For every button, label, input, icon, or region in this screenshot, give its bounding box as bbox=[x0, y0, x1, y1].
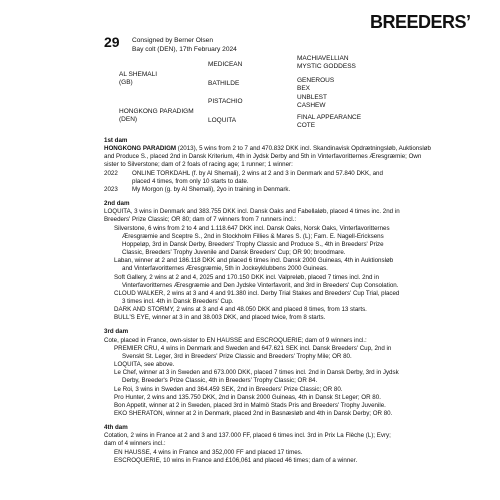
second-dam-line: Breeders' Prize Classic; OR 80; dam of 7 winners from 7 runners incl.: bbox=[104, 216, 297, 224]
produce-line: DARK AND STORMY, 2 wins at 3 and 4 and 48.050 DKK and placed 8 times, from 13 starts. bbox=[114, 306, 367, 314]
produce-text: ONLINE TORKDAHL (f. by Al Shemali), 2 wins at 2 and 3 in Denmark and 57.840 DKK, and bbox=[132, 169, 383, 177]
first-dam-paragraph bbox=[104, 145, 434, 169]
consignor: Consigned by Berner Olsen bbox=[132, 37, 214, 44]
produce-line: Bon Appetit, winner at 2 in Sweden, placed 3rd in Malmö Stads Pris and Breeders' Trophy Juvenile. bbox=[114, 401, 386, 409]
dam-dam-dam: COTE bbox=[297, 122, 316, 129]
produce-year: 2022 bbox=[104, 169, 118, 177]
produce-line: Le Roi, 3 wins in Sweden and 364.459 SEK, 2nd in Breeders' Prize Classic; OR 80. bbox=[114, 385, 343, 393]
produce-line: Silverstone, 6 wins from 2 to 4 and 1.118.647 DKK incl. Dansk Oaks, Norsk Oaks, Vinterfavoritternes bbox=[114, 224, 390, 232]
lot-number: 29 bbox=[104, 34, 120, 50]
sire-country: (GB) bbox=[119, 79, 133, 86]
produce-row-cont: placed 4 times, from only 10 starts to date. bbox=[132, 177, 249, 185]
sire-dam-sire: GENEROUS bbox=[297, 77, 335, 84]
horse-description: Bay colt (DEN), 17th February 2024 bbox=[132, 45, 237, 53]
dam-sire: PISTACHIO bbox=[208, 98, 243, 105]
produce-line: Laban, winner at 2 and 186.118 DKK and placed 6 times incl. Dansk 2000 Guineas, 4th in Auktionsløb bbox=[114, 257, 394, 265]
produce-line: CLOUD WALKER, 2 wins at 3 and 4 and 91.380 incl. Derby Trial Stakes and Breeders' Cup Trial, placed bbox=[114, 289, 400, 297]
produce-line: EN HAUSSE, 4 wins in France and 352,000 FF and placed 17 times. bbox=[114, 448, 303, 456]
first-dam-name: HONGKONG PARADIGM bbox=[104, 145, 177, 153]
dam-country: (DEN) bbox=[119, 116, 138, 123]
fourth-dam-line: dam of 4 winners incl.: bbox=[104, 440, 166, 448]
first-dam-text: (2013), 5 wins from 2 to 7 and 470.832 DKK incl. Skandinavisk Opdrætningsløb, Auktionsløb and Produce S., placed 2nd in Dansk Kriterium, 4th in Jydsk Derby and 5th in Vinterfavoritternes Æresgræmie; Own sister to Silverstone; dam of 2 foals of racing age; 1 runner; 1 winner: bbox=[104, 145, 431, 169]
produce-line: Æresgræmie and Sceptre S., 2nd in Stockholm Fillies & Mares S. (L); Fam. E. Nagell-Ericksens bbox=[122, 232, 384, 240]
dam-dam-sire: FINAL APPEARANCE bbox=[297, 114, 362, 121]
produce-line: Classic, Breeders' Trophy Juvenile and Dansk Breeders' Cup; OR 90; broodmare. bbox=[122, 249, 346, 257]
produce-line: BULL'S EYE, winner at 3 in and 38.003 DKK, and placed twice, from 8 starts. bbox=[114, 314, 326, 322]
sire-sire-sire: MACHIAVELLIAN bbox=[297, 55, 349, 62]
brand-logo: BREEDERS’ bbox=[370, 12, 471, 32]
section-heading-1st-dam: 1st dam bbox=[104, 137, 128, 144]
lot-header bbox=[132, 37, 237, 54]
second-dam-line: LOQUITA, 3 wins in Denmark and 383.755 DKK incl. Dansk Oaks and Fabellaløb, placed 4 times inc. 2nd in bbox=[104, 208, 400, 216]
sire-sire-dam: MYSTIC GODDESS bbox=[297, 63, 356, 70]
section-heading-2nd-dam: 2nd dam bbox=[104, 200, 130, 208]
sire-sire: MEDICEAN bbox=[208, 61, 243, 68]
produce-text: My Morgon (g. by Al Shemali), 2yo in training in Denmark. bbox=[132, 185, 291, 193]
dam-dam: LOQUITA bbox=[208, 117, 237, 124]
sire-dam-dam: BEX bbox=[297, 85, 311, 92]
produce-year: 2023 bbox=[104, 185, 118, 193]
sire: AL SHEMALI bbox=[119, 71, 158, 78]
sire-dam: BATHILDE bbox=[208, 80, 240, 87]
third-dam-line: Cote, placed in France, own-sister to EN HAUSSE and ESCROQUERIE; dam of 9 winners incl.: bbox=[104, 336, 367, 344]
produce-line: PREMIER CRU, 4 wins in Denmark and Sweden and 647.621 SEK incl. Dansk Breeders' Cup, 2nd in bbox=[114, 344, 392, 352]
produce-line: Le Chef, winner at 3 in Sweden and 673.000 DKK, placed 7 times incl. 2nd in Dansk Derby, 3rd in Jydsk bbox=[114, 369, 399, 377]
produce-line: Soft Gallery, 2 wins at 2 and 4, 2025 and 170.150 DKK incl. Valpreløb, placed 7 times incl. 2nd in bbox=[114, 273, 379, 281]
produce-line: 3 times incl. 4th in Dansk Breeders' Cup. bbox=[122, 297, 234, 305]
produce-line: Vinterfavoritternes Æresgræmie and Den Jydske Vinterfavorit, and 3rd in Breeders' Cup Consolation. bbox=[122, 281, 399, 289]
produce-line: Svenskt St. Leger, 3rd in Breeders' Prize Classic and Breeders' Trophy Mile; OR 80. bbox=[122, 352, 352, 360]
produce-line: Derby, Breeder's Prize Classic, 4th in Breeders' Trophy Classic; OR 84. bbox=[122, 377, 318, 385]
produce-line: Hoppeløp, 3rd in Dansk Derby, Breeders' Trophy Classic and Produce S., 4th in Breeders' Prize bbox=[122, 240, 384, 248]
catalogue-text bbox=[104, 137, 434, 465]
produce-line: LOQUITA, see above. bbox=[114, 361, 175, 369]
produce-line: EKO SHERATON, winner at 2 in Denmark, placed 2nd in Basnæsløb and 4th in Dansk Derby; OR 80. bbox=[114, 410, 393, 417]
produce-line: ESCROQUERIE, 10 wins in France and £106,061 and placed 46 times; dam of a winner. bbox=[114, 456, 358, 464]
section-heading-3rd-dam: 3rd dam bbox=[104, 328, 129, 336]
dam: HONGKONG PARADIGM bbox=[119, 108, 194, 115]
fourth-dam-line: Cotation, 2 wins in France at 2 and 3 and 137.000 FF, placed 6 times incl. 3rd in Prix La Flèche (L); Evry; bbox=[104, 432, 391, 440]
section-heading-4th-dam: 4th dam bbox=[104, 424, 128, 432]
dam-sire-dam: CASHEW bbox=[297, 102, 326, 109]
produce-line: Pro Hunter, 2 wins and 135.750 DKK, 2nd in Dansk 2000 Guineas, 4th in Dansk St Leger; OR 80. bbox=[114, 393, 381, 401]
dam-sire-sire: UNBLEST bbox=[297, 94, 327, 101]
produce-row bbox=[104, 170, 434, 178]
produce-line: and Vinterfavoritternes Æresgræmie, 5th in Jockeyklubbens 2000 Guineas. bbox=[122, 265, 328, 273]
produce-row bbox=[104, 186, 434, 194]
